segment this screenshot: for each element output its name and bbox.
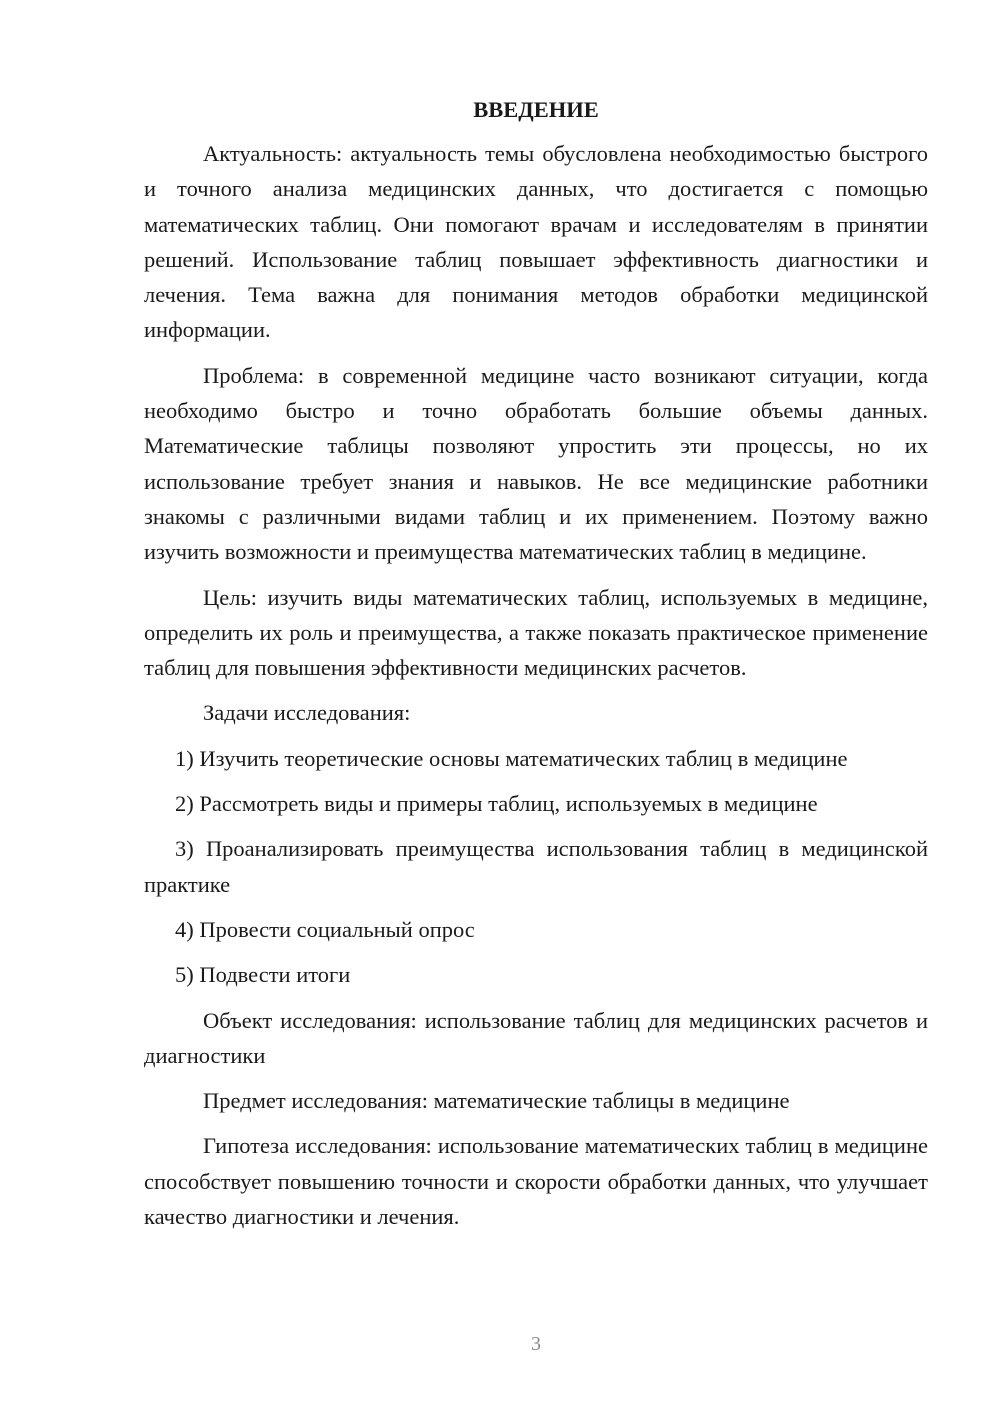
paragraph-hypothesis: Гипотеза исследования: использование математических таблиц в медицине способствует повышению точности и скорости обработки данных, что улучшает качество диагностики и лечения. [144,1133,928,1230]
paragraph-problem: Проблема: в современной медицине часто возникают ситуации, когда необходимо быстро и точно обработать большие объемы данных. Математические таблицы позволяют упростить эти процессы, но их использование требует знания и навыков. Не все медицинские работники знакомы с различными видами таблиц и их применением. Поэтому важно изучить возможности и преимущества математических таблиц в медицине. [144,362,928,565]
paragraph-object: Объект исследования: использование таблиц для медицинских расчетов и диагностики [144,1007,928,1068]
task-item-2: 2) Рассмотреть виды и примеры таблиц, используемых в медицине [175,791,818,817]
page-content [144,92,928,1244]
task-item-5: 5) Подвести итоги [175,962,351,988]
task-item-1: 1) Изучить теоретические основы математических таблиц в медицине [175,745,848,771]
paragraph-relevance: Актуальность: актуальность темы обусловлена необходимостью быстрого и точного анализа медицинских данных, что достигается с помощью математических таблиц. Они помогают врачам и исследователям в принятии решений. Использование таблиц повышает эффективность диагностики и лечения. Тема важна для понимания методов обработки медицинской информации. [144,141,928,343]
page-number: 3 [531,1333,541,1355]
paragraph-subject: Предмет исследования: математические таблицы в медицине [203,1088,790,1114]
paragraph-tasks-heading: Задачи исследования: [203,700,411,726]
paragraph-goal: Цель: изучить виды математических таблиц, используемых в медицине, определить их роль и преимущества, а также показать практическое применение таблиц для повышения эффективности медицинских расчетов. [144,584,928,681]
task-item-4: 4) Провести социальный опрос [175,916,475,942]
task-item-3: 3) Проанализировать преимущества использования таблиц в медицинской практике [144,836,928,897]
section-title: ВВЕДЕНИЕ [473,97,599,122]
